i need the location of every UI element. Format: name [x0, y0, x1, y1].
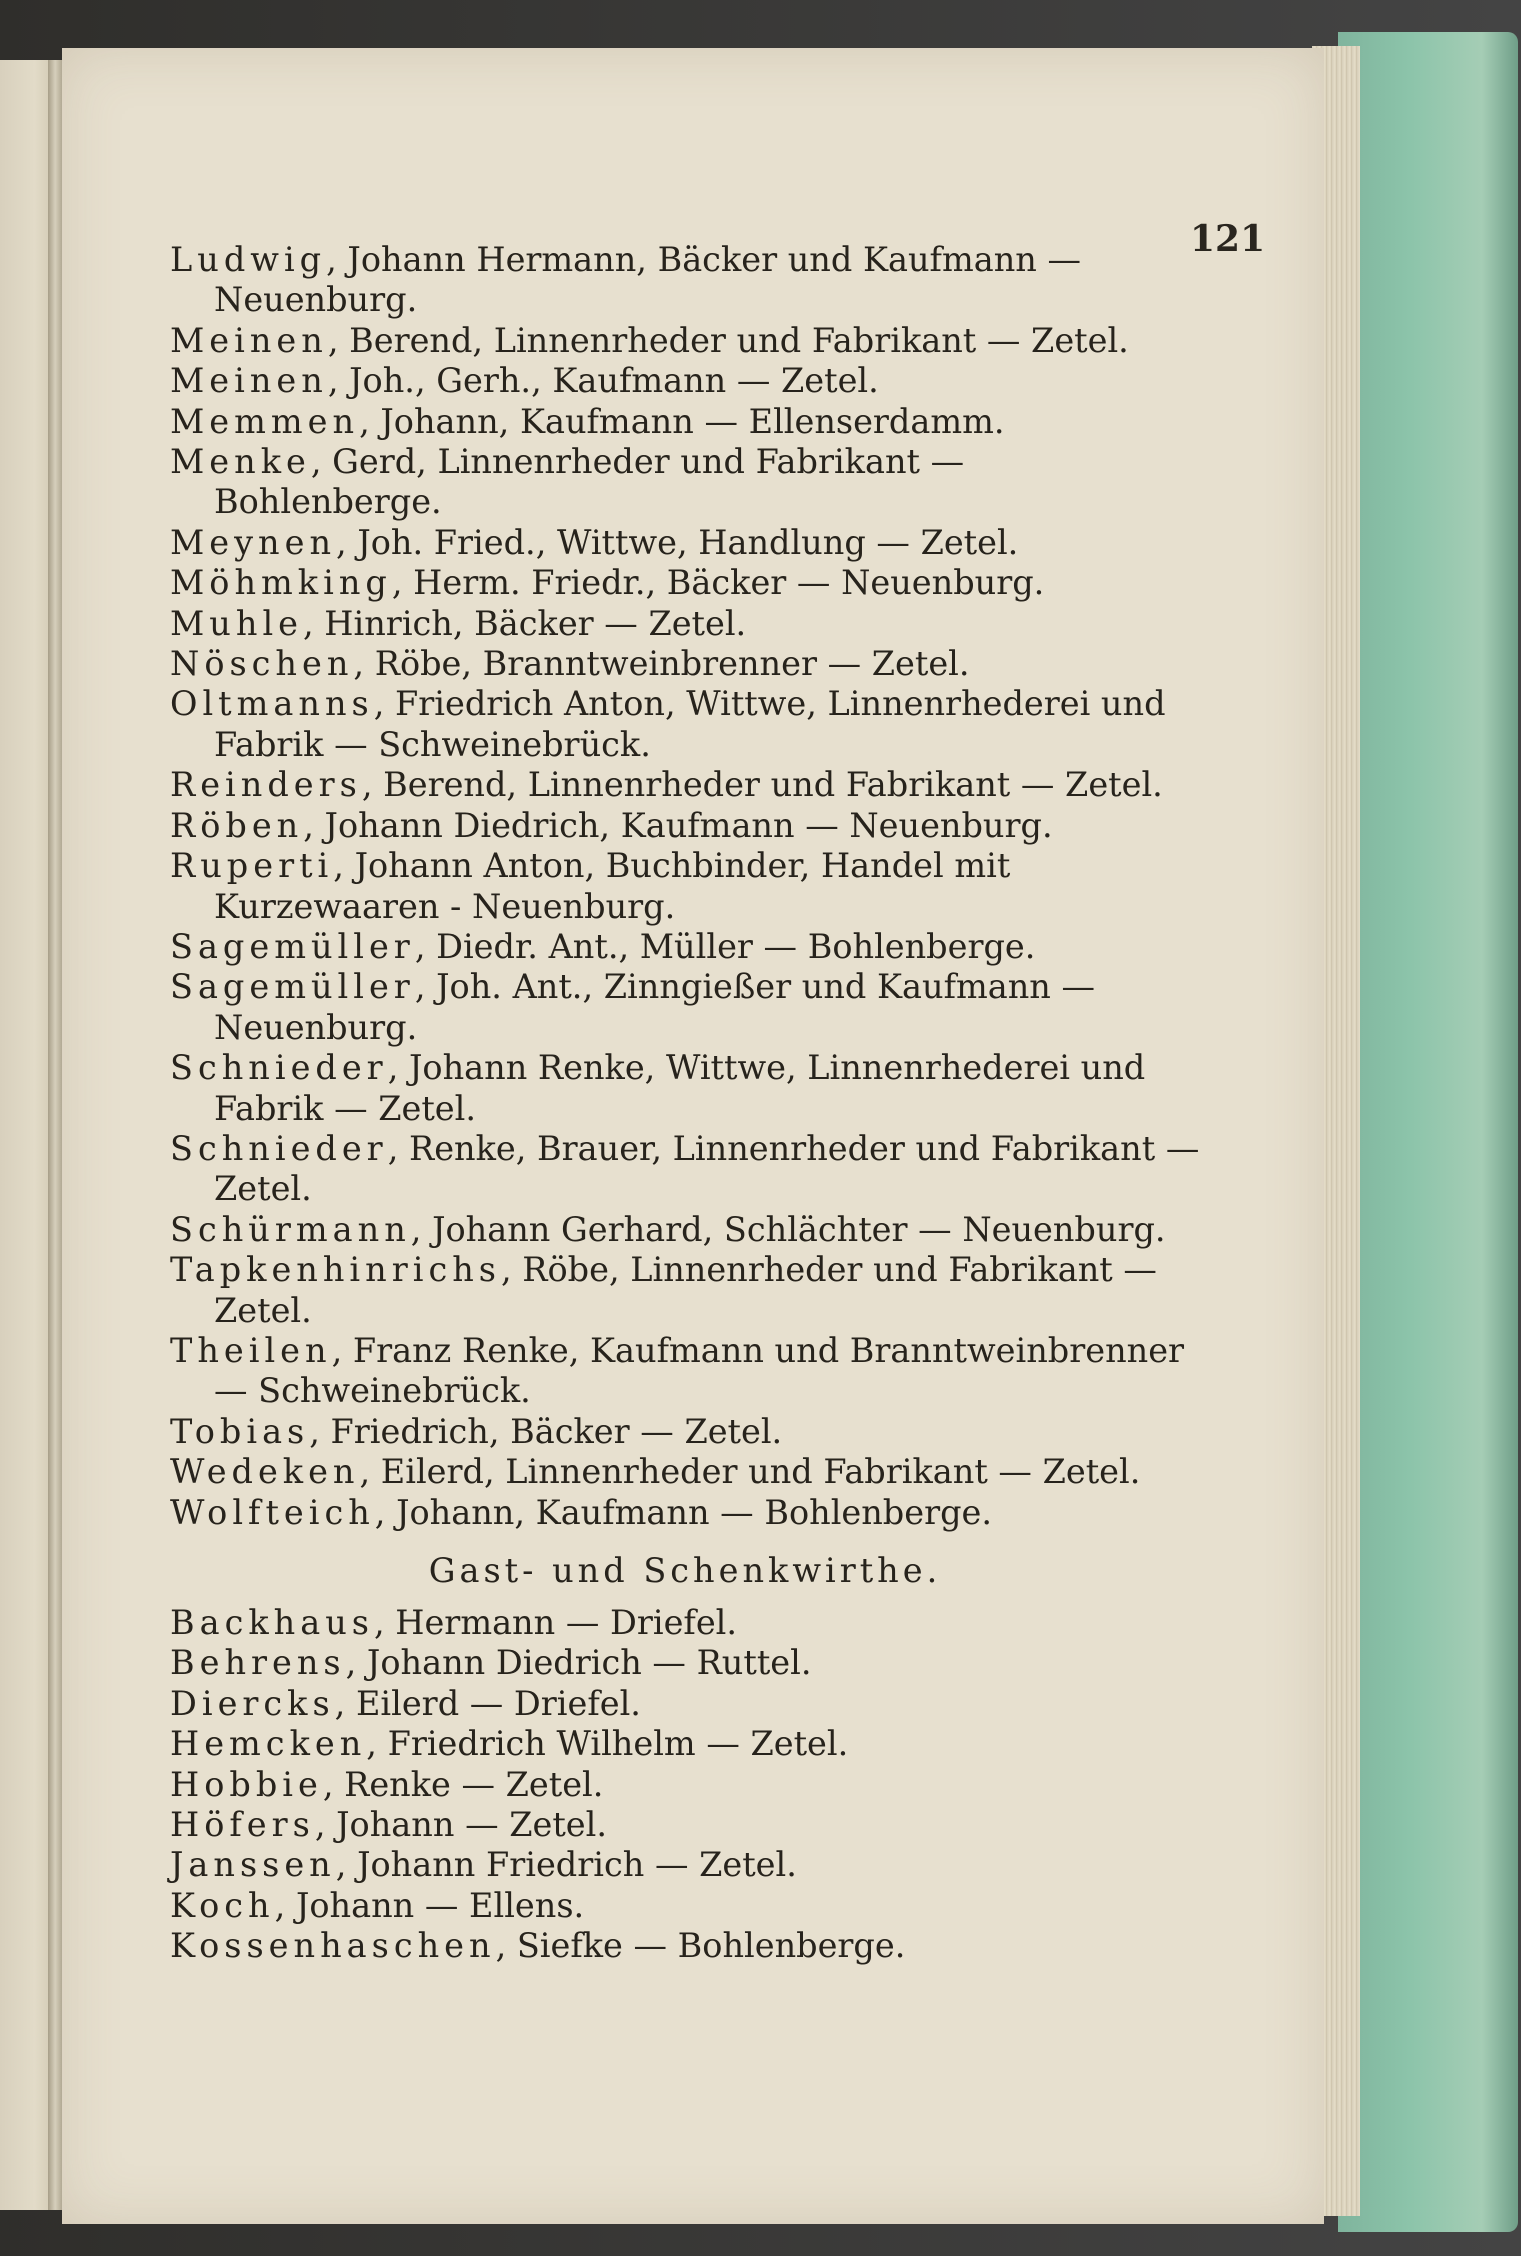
entry-details: , Joh. Fried., Wittwe, Handlung — Zetel.: [336, 522, 1019, 562]
entry-name: Sagemüller: [170, 967, 415, 1007]
entry-name: Kossenhaschen: [170, 1926, 496, 1966]
list-item: [170, 1331, 1200, 1412]
entry-details: , Franz Renke, Kaufmann und Branntweinbrenner — Schweinebrück.: [214, 1330, 1185, 1411]
list-item: [170, 321, 1200, 361]
entry-name: Tobias: [170, 1411, 310, 1451]
entry-details: , Johann Anton, Buchbinder, Handel mit Kurzewaaren - Neuenburg.: [214, 846, 1011, 926]
entry-details: , Renke — Zetel.: [322, 1764, 604, 1804]
list-item: [170, 1643, 1200, 1683]
list-item: [170, 361, 1200, 401]
list-item: [170, 1603, 1200, 1643]
entry-name: Meinen: [170, 320, 328, 360]
section-heading: Gast- und Schenkwirthe.: [428, 1551, 942, 1590]
entry-details: , Röbe, Linnenrheder und Fabrikant — Zetel.: [214, 1250, 1157, 1330]
entry-name: Meynen: [170, 522, 337, 562]
list-item: [170, 523, 1200, 563]
list-item: [170, 927, 1200, 967]
entry-name: Behrens: [170, 1643, 346, 1683]
entry-details: , Renke, Brauer, Linnenrheder und Fabrikant — Zetel.: [214, 1128, 1200, 1209]
entry-name: Reinders: [170, 765, 362, 805]
entry-details: , Johann — Ellens.: [274, 1885, 585, 1925]
list-item: [170, 1886, 1200, 1926]
list-item: [170, 684, 1200, 765]
merchant-list: [170, 240, 1200, 1533]
list-item: [170, 806, 1200, 846]
innkeeper-list: [170, 1603, 1200, 1967]
list-item: [170, 240, 1200, 321]
entry-name: Ludwig: [170, 240, 327, 279]
entry-details: , Johann Hermann, Bäcker und Kaufmann — Neuenburg.: [214, 240, 1081, 320]
entry-details: , Diedr. Ant., Müller — Bohlenberge.: [414, 926, 1036, 966]
list-item: [170, 604, 1200, 644]
entry-details: , Johann — Zetel.: [314, 1805, 607, 1845]
list-item: [170, 644, 1200, 684]
entry-name: Schürmann: [170, 1209, 411, 1249]
entry-name: Nöschen: [170, 644, 354, 684]
list-item: [170, 1452, 1200, 1492]
entry-details: , Friedrich, Bäcker — Zetel.: [309, 1411, 783, 1451]
entry-name: Meinen: [170, 361, 328, 401]
list-item: [170, 402, 1200, 442]
entry-details: , Berend, Linnenrheder und Fabrikant — Zetel.: [327, 320, 1129, 360]
entry-details: , Johann Gerhard, Schlächter — Neuenburg.: [410, 1209, 1166, 1249]
entry-details: , Röbe, Branntweinbrenner — Zetel.: [353, 644, 970, 684]
list-item: [170, 1129, 1200, 1210]
entry-details: , Herm. Friedr., Bäcker — Neuenburg.: [391, 563, 1045, 603]
list-item: [170, 1493, 1200, 1533]
page-number: 121: [1190, 218, 1266, 260]
list-item: [170, 1684, 1200, 1724]
entry-details: , Siefke — Bohlenberge.: [495, 1926, 906, 1966]
book-cover-edge: [1338, 32, 1518, 2232]
entry-name: Hobbie: [170, 1764, 323, 1804]
list-item: [170, 1724, 1200, 1764]
list-item: [170, 1048, 1200, 1129]
list-item: [170, 1926, 1200, 1966]
entry-details: , Joh. Ant., Zinngießer und Kaufmann — Neuenburg.: [214, 967, 1096, 1047]
entry-name: Höfers: [170, 1805, 315, 1845]
entry-details: , Hermann — Driefel.: [373, 1603, 738, 1642]
list-item: [170, 765, 1200, 805]
entry-name: Schnieder: [170, 1048, 388, 1088]
entry-name: Diercks: [170, 1683, 335, 1723]
list-item: [170, 442, 1200, 523]
entry-name: Koch: [170, 1885, 275, 1925]
entry-name: Wolfteich: [170, 1492, 375, 1532]
entry-details: , Joh., Gerh., Kaufmann — Zetel.: [327, 361, 879, 401]
entry-details: , Johann Diedrich — Ruttel.: [345, 1643, 812, 1683]
entry-name: Ruperti: [170, 846, 334, 886]
entry-name: Röben: [170, 805, 304, 845]
entry-name: Hemcken: [170, 1724, 367, 1764]
entry-details: , Gerd, Linnenrheder und Fabrikant — Bohlenberge.: [214, 442, 965, 522]
entry-details: , Berend, Linnenrheder und Fabrikant — Zetel.: [361, 765, 1163, 805]
list-item: [170, 1765, 1200, 1805]
list-item: [170, 1845, 1200, 1885]
list-item: [170, 967, 1200, 1048]
entry-name: Backhaus: [170, 1603, 374, 1642]
entry-name: Möhmking: [170, 563, 392, 603]
entry-name: Muhle: [170, 603, 303, 643]
entry-name: Oltmanns: [170, 684, 374, 724]
list-item: [170, 846, 1200, 927]
entry-name: Menke: [170, 442, 311, 482]
entry-details: , Friedrich Wilhelm — Zetel.: [366, 1724, 849, 1764]
entry-name: Memmen: [170, 401, 360, 441]
entry-name: Schnieder: [170, 1128, 388, 1168]
list-item: [170, 1210, 1200, 1250]
entry-details: , Johann Diedrich, Kaufmann — Neuenburg.: [303, 805, 1053, 845]
list-item: [170, 1805, 1200, 1845]
entry-details: , Eilerd, Linnenrheder und Fabrikant — Zetel.: [359, 1452, 1141, 1492]
entry-details: , Eilerd — Driefel.: [334, 1683, 641, 1723]
entry-details: , Johann Renke, Wittwe, Linnenrhederei und Fabrik — Zetel.: [214, 1048, 1146, 1128]
list-item: [170, 563, 1200, 603]
entry-details: , Hinrich, Bäcker — Zetel.: [303, 603, 747, 643]
entry-details: , Johann, Kaufmann — Ellenserdamm.: [359, 401, 1005, 441]
entry-name: Sagemüller: [170, 926, 415, 966]
entry-details: , Johann Friedrich — Zetel.: [335, 1845, 797, 1885]
entry-details: , Friedrich Anton, Wittwe, Linnenrhederei und Fabrik — Schweinebrück.: [214, 684, 1166, 764]
entry-name: Tapkenhinrichs: [170, 1250, 501, 1290]
directory-text: [170, 240, 1200, 1967]
entry-name: Wedeken: [170, 1452, 360, 1492]
entry-name: Theilen: [170, 1330, 332, 1370]
list-item: [170, 1412, 1200, 1452]
entry-name: Janssen: [170, 1845, 336, 1885]
list-item: [170, 1250, 1200, 1331]
entry-details: , Johann, Kaufmann — Bohlenberge.: [374, 1492, 993, 1532]
